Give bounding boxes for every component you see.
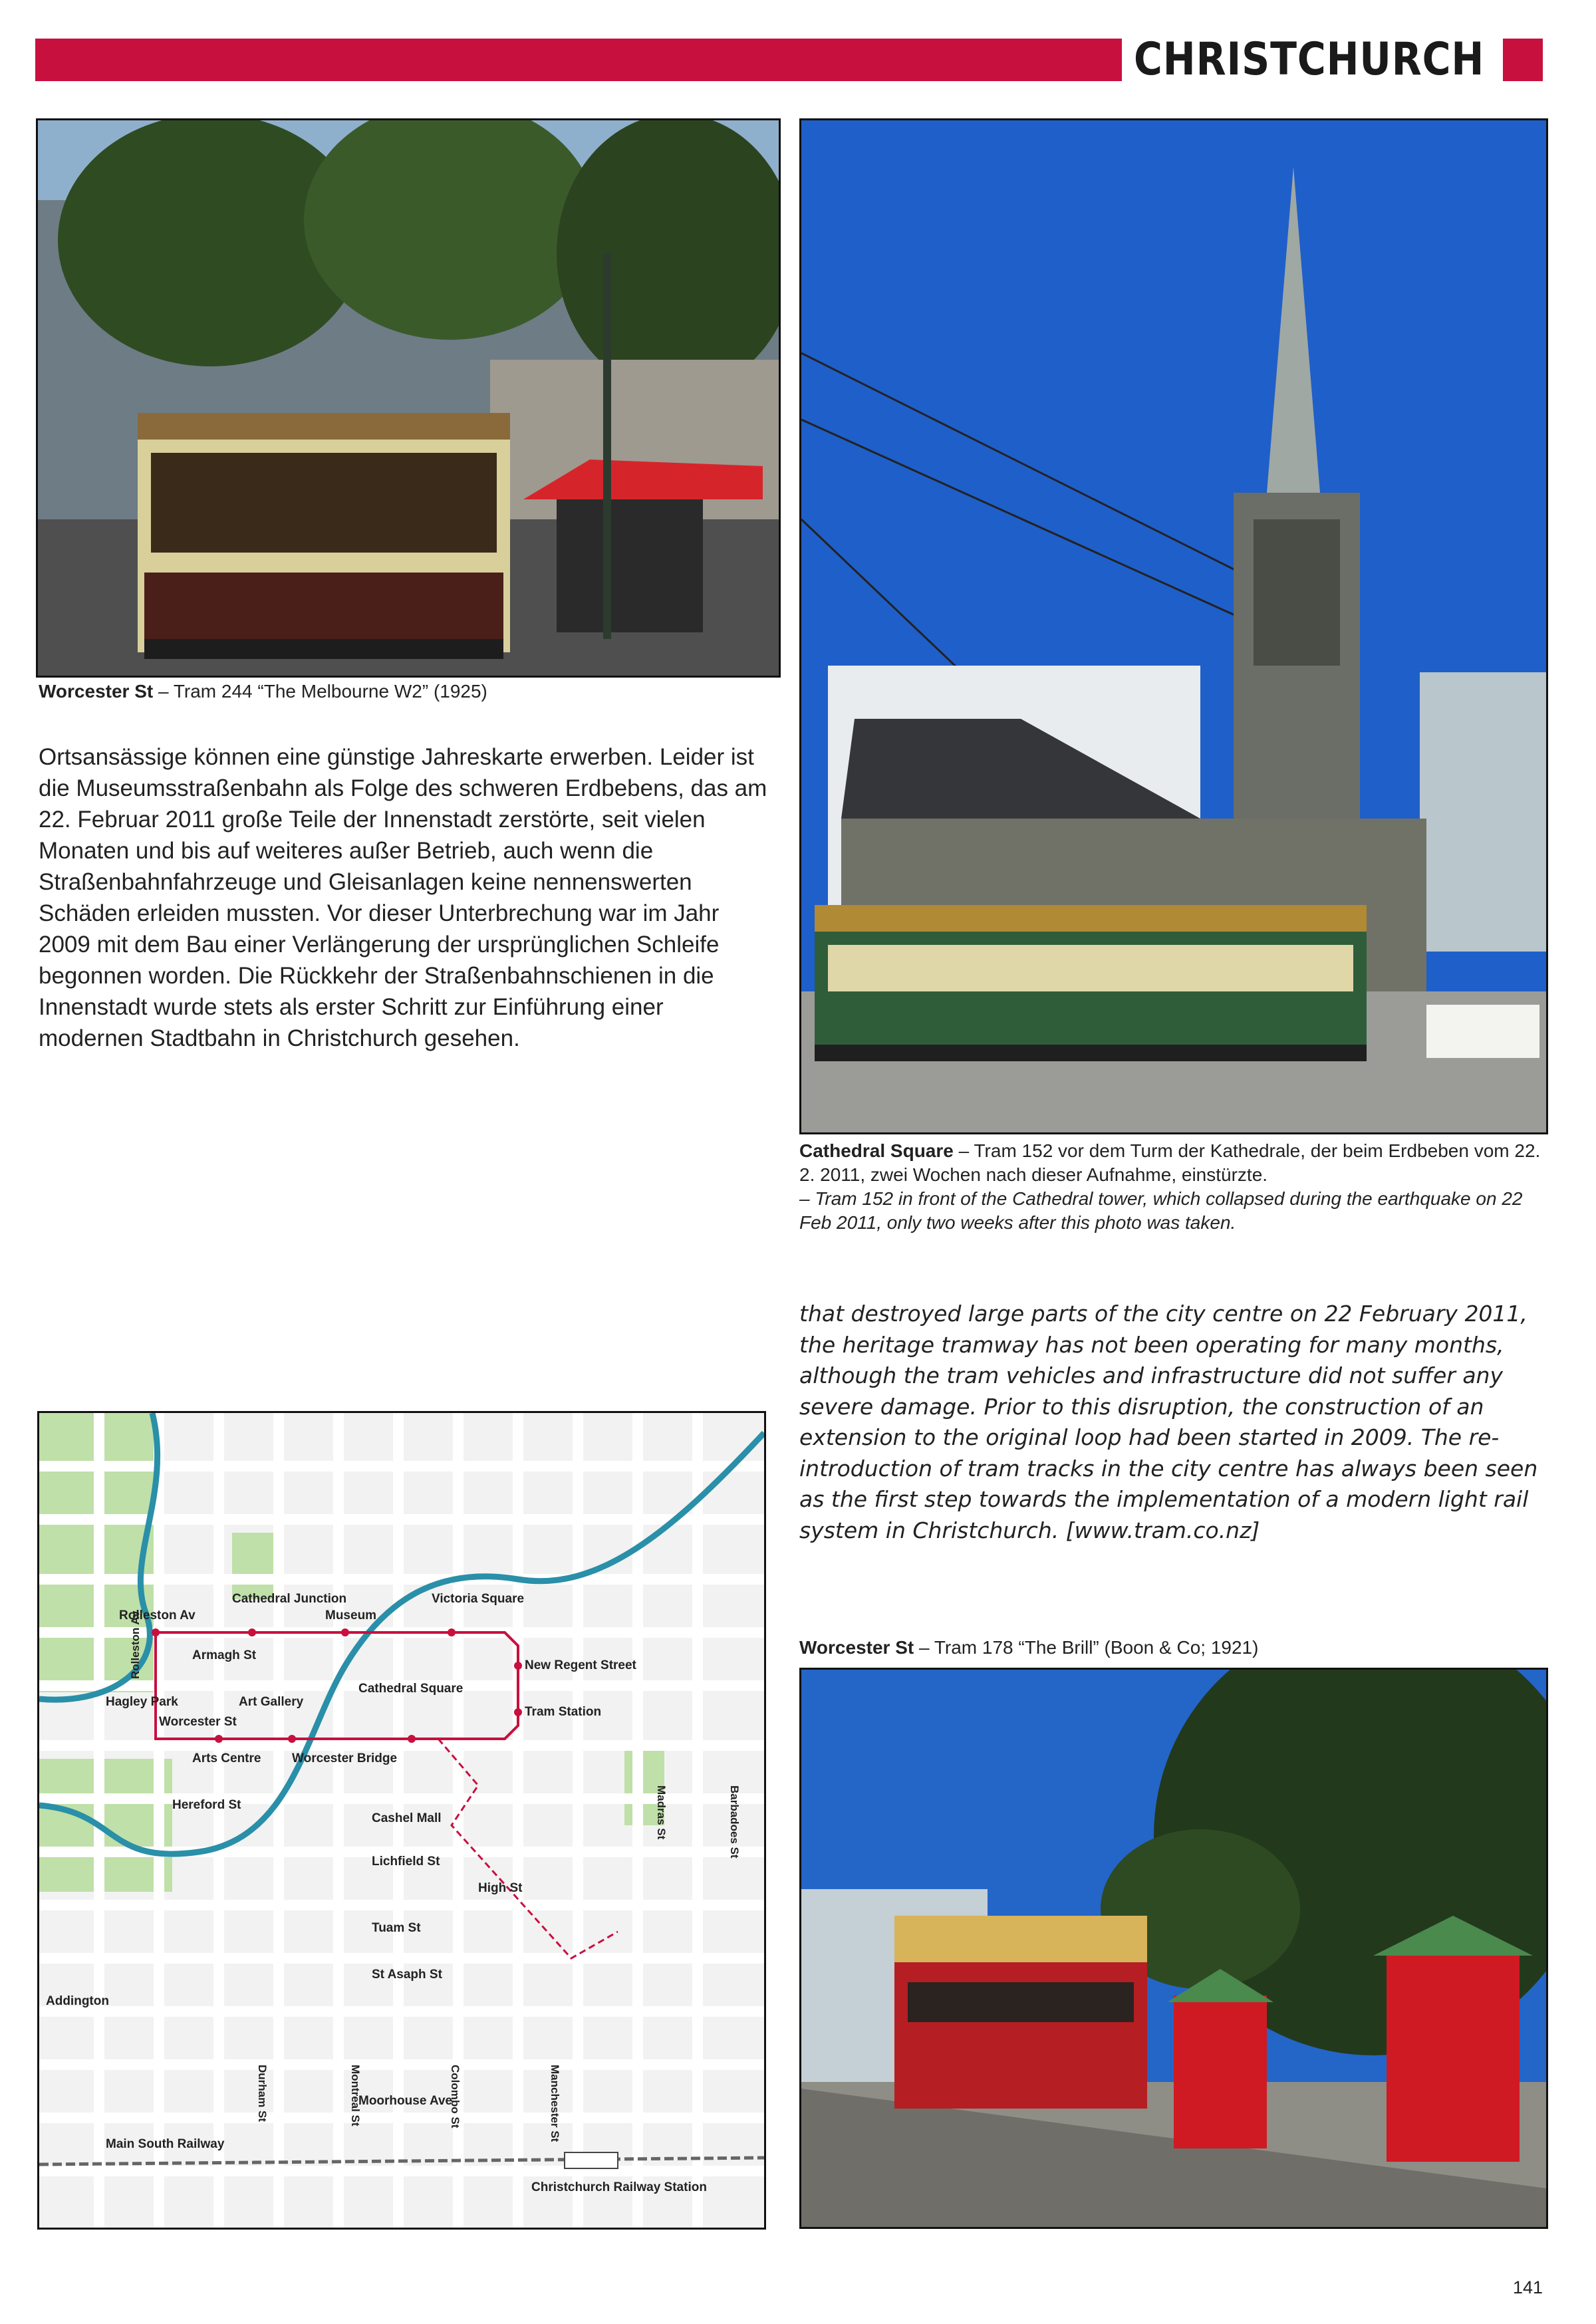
photo-cathedral-square xyxy=(799,118,1548,1134)
map-stop-armagh: Armagh St xyxy=(192,1648,257,1662)
map-stop-cathedral-junction: Cathedral Junction xyxy=(232,1592,347,1606)
caption-text-german: – Tram 152 vor dem Turm der Kathedrale, der beim Erdbeben vom 22. 2. 2011, zwei Wochen nach dieser Aufnahme, einstürzte. xyxy=(799,1140,1541,1185)
map-stop-worcester-bridge: Worcester Bridge xyxy=(292,1751,398,1765)
caption-photo-2 xyxy=(799,1139,1543,1235)
body-text-german: Ortsansässige können eine günstige Jahreskarte erwerben. Leider ist die Museumsstraßenbahn als Folge des schweren Erdbebens, das am 22. Februar 2011 große Teile der Innenstadt zerstörte, seit vielen Monaten und bis auf weiteres außer Betrieb, auch wenn die Straßenbahnfahrzeuge und Gleisanlagen keine nennenswerten Schäden erleiden mussten. Vor dieser Unterbrechung war im Jahr 2009 mit dem Bau einer Verlängerung der ursprünglichen Schleife begonnen worden. Die Rückkehr der Straßenbahnschienen in die Innenstadt wurde stets als erster Schritt zur Einführung einer modernen Stadtbahn in Christchurch gesehen. xyxy=(39,744,767,1051)
park-area xyxy=(39,1759,172,1892)
map-label-high: High St xyxy=(478,1881,523,1895)
tram-route-map xyxy=(37,1411,766,2230)
map-label-madras: Madras St xyxy=(655,1785,668,1840)
map-stop-victoria-square: Victoria Square xyxy=(432,1592,525,1606)
map-label-worcester: Worcester St xyxy=(159,1715,237,1729)
caption-place: Cathedral Square xyxy=(799,1140,954,1161)
map-stop-new-regent: New Regent Street xyxy=(525,1658,636,1672)
map-label-barbadoes: Barbadoes St xyxy=(728,1785,741,1859)
map-label-colombo: Colombo St xyxy=(449,2065,462,2129)
caption-text: – Tram 178 “The Brill” (Boon & Co; 1921) xyxy=(914,1637,1259,1658)
map-label-durham: Durham St xyxy=(256,2065,269,2122)
map-label-manchester: Manchester St xyxy=(549,2065,561,2142)
photo-tram-178 xyxy=(799,1668,1548,2229)
caption-photo-1 xyxy=(39,680,777,704)
map-stop-art-gallery: Art Gallery xyxy=(239,1695,304,1709)
map-label-hereford: Hereford St xyxy=(172,1798,241,1812)
park-area-small xyxy=(232,1533,279,1599)
map-label-main-south: Main South Railway xyxy=(106,2137,225,2151)
map-stop-arts-centre: Arts Centre xyxy=(192,1751,261,1765)
map-label-moorhouse: Moorhouse Ave xyxy=(358,2094,453,2108)
photo-tram-244 xyxy=(36,118,781,678)
map-label-addington: Addington xyxy=(46,1994,109,2008)
map-stop-tram-station: Tram Station xyxy=(525,1705,602,1719)
map-label-cashel: Cashel Mall xyxy=(372,1811,442,1825)
page-number: 141 xyxy=(1512,2277,1543,2297)
map-stop-cathedral-square: Cathedral Square xyxy=(358,1682,464,1696)
railway-station-box xyxy=(565,2152,618,2168)
header-accent-bar xyxy=(35,39,1122,81)
caption-text: – Tram 244 “The Melbourne W2” (1925) xyxy=(153,681,487,702)
map-stop-rolleston: Rolleston Av xyxy=(119,1609,196,1622)
page-title: CHRISTCHURCH xyxy=(1134,33,1485,86)
caption-photo-3 xyxy=(799,1636,1543,1660)
map-label-st-asaph: St Asaph St xyxy=(372,1968,442,1982)
map-stop-museum: Museum xyxy=(325,1609,377,1622)
caption-place: Worcester St xyxy=(799,1637,914,1658)
header-accent-square xyxy=(1503,39,1543,81)
caption-place: Worcester St xyxy=(39,681,154,702)
map-label-tuam: Tuam St xyxy=(372,1921,421,1935)
map-label-rolleston-av: Rolleston Av xyxy=(129,1611,142,1679)
map-label-hagley: Hagley Park xyxy=(106,1695,178,1709)
body-text-english: that destroyed large parts of the city centre on 22 February 2011, the heritage tramway has not been operating for many months, although the tram vehicles and infrastructure did not suffer any severe damage. Prior to this disruption, the construction of an extension to the original loop had been started in 2009. The re-introduction of tram tracks in the city centre has always been seen as the first step towards the implementation of a modern light rail system in Christchurch. [www.tram.co.nz] xyxy=(799,1301,1538,1543)
map-label-lichfield: Lichfield St xyxy=(372,1855,440,1869)
map-label-montreal: Montreal St xyxy=(349,2065,362,2127)
map-label-railway-station: Christchurch Railway Station xyxy=(531,2180,707,2194)
caption-text-english: – Tram 152 in front of the Cathedral tower, which collapsed during the earthquake on 22 Feb 2011, only two weeks after this photo was taken. xyxy=(799,1188,1523,1233)
